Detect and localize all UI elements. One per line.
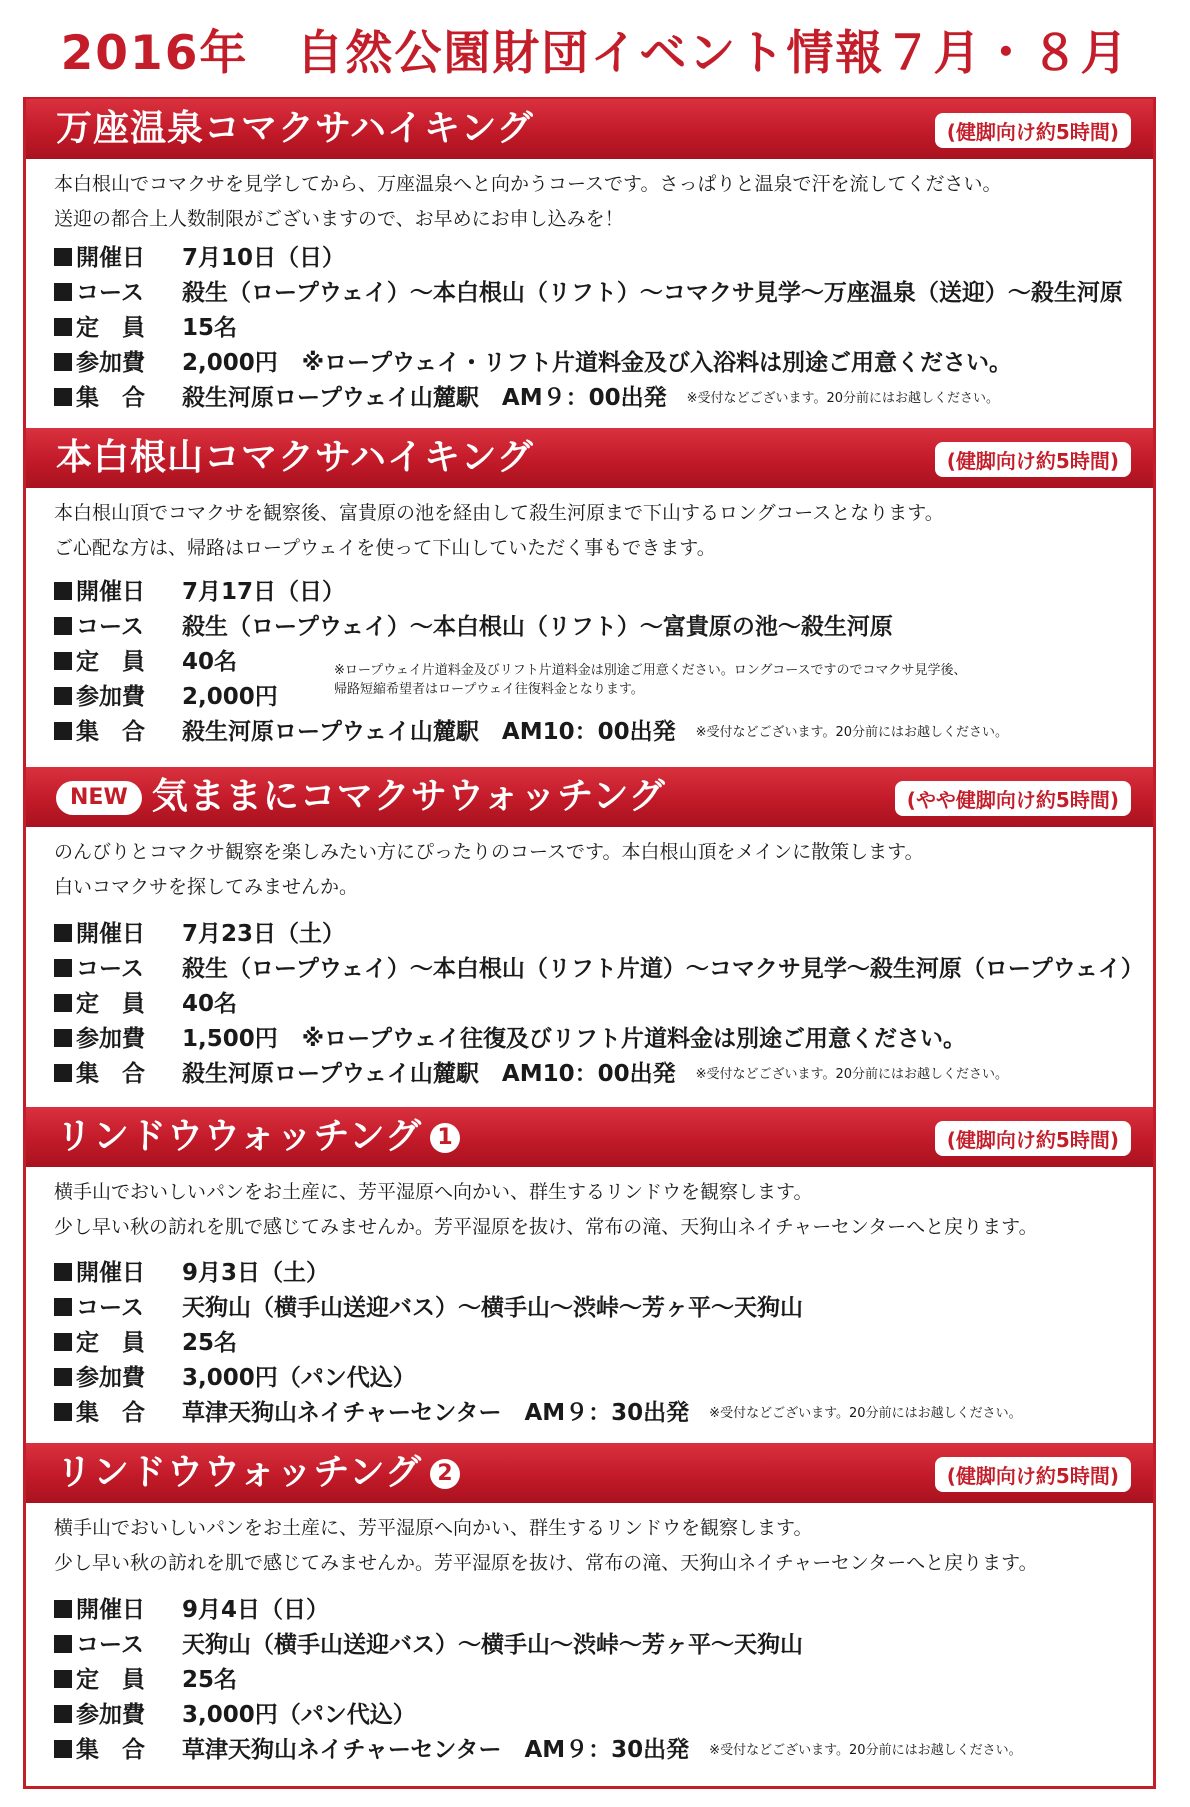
- detail-label: 開催日: [76, 1260, 145, 1286]
- event-title: [56, 1107, 460, 1167]
- detail-value: 9月3日（土）: [182, 1260, 330, 1286]
- detail-row-course: [54, 276, 1144, 311]
- detail-row-fee: [54, 680, 1144, 715]
- detail-label: 集 合: [76, 1737, 145, 1763]
- detail-label: 定 員: [76, 649, 145, 675]
- detail-row-course: [54, 1628, 1144, 1663]
- detail-value: 2,000円: [182, 350, 278, 376]
- detail-label: 定 員: [76, 1667, 145, 1693]
- event-description: [54, 1175, 1134, 1245]
- bullet-square-icon: [54, 248, 72, 266]
- event-header-bar: [26, 1443, 1153, 1503]
- fee-note-line: ※ロープウェイ片道料金及びリフト片道料金は別途ご用意ください。ロングコースですのでコマクサ見学後、: [334, 663, 967, 678]
- event-description: [54, 1511, 1134, 1581]
- event-header-bar: [26, 99, 1153, 159]
- bullet-square-icon: [54, 582, 72, 600]
- event-header-bar: [26, 767, 1153, 827]
- detail-row-fee: [54, 1698, 1144, 1733]
- detail-row-meeting: [54, 1057, 1144, 1092]
- meeting-note: ※受付などございます。20分前にはお越しください。: [695, 725, 1009, 740]
- detail-value: 殺生河原ロープウェイ山麓駅 AM９：00出発: [182, 385, 667, 411]
- difficulty-tag: (健脚向け約5時間): [935, 113, 1131, 148]
- detail-value: 7月10日（日）: [182, 245, 346, 271]
- detail-row-capacity: [54, 1326, 1144, 1361]
- new-badge: NEW: [56, 781, 142, 815]
- event-header-bar: [26, 1107, 1153, 1167]
- description-line: 白いコマクサを探してみませんか。: [54, 876, 359, 898]
- bullet-square-icon: [54, 1600, 72, 1618]
- detail-row-course: [54, 610, 1144, 645]
- event-title: 本白根山コマクサハイキング: [56, 437, 534, 478]
- bullet-square-icon: [54, 388, 72, 406]
- detail-row-capacity: [54, 987, 1144, 1022]
- description-line: 送迎の都合上人数制限がございますので、お早めにお申し込みを！: [54, 208, 624, 230]
- detail-value: 殺生（ロープウェイ）～本白根山（リフト片道）～コマクサ見学～殺生河原（ロープウェイ）: [182, 956, 1144, 982]
- detail-label: 定 員: [76, 991, 145, 1017]
- detail-label: 開催日: [76, 921, 145, 947]
- detail-value: 殺生河原ロープウェイ山麓駅 AM10：00出発: [182, 1061, 676, 1087]
- detail-label: コース: [76, 1295, 144, 1321]
- detail-label: コース: [76, 956, 144, 982]
- detail-value: 殺生河原ロープウェイ山麓駅 AM10：00出発: [182, 719, 676, 745]
- event-title: 万座温泉コマクサハイキング: [56, 108, 534, 149]
- detail-value: 40名: [182, 649, 238, 675]
- detail-value: 15名: [182, 315, 238, 341]
- detail-row-date: [54, 917, 1144, 952]
- bullet-square-icon: [54, 318, 72, 336]
- fee-note-line: 帰路短縮希望者はロープウェイ往復料金となります。: [334, 682, 644, 697]
- event-details: [54, 575, 1144, 750]
- fee-note: ※ロープウェイ・リフト片道料金及び入浴料は別途ご用意ください。: [301, 350, 1013, 376]
- description-line: のんびりとコマクサ観察を楽しみたい方にぴったりのコースです。本白根山頂をメインに散策します。: [54, 841, 924, 863]
- detail-label: 参加費: [76, 350, 145, 376]
- bullet-square-icon: [54, 283, 72, 301]
- detail-row-meeting: [54, 1733, 1144, 1768]
- detail-value: 草津天狗山ネイチャーセンター AM９：30出発: [182, 1400, 690, 1426]
- page-title-year: 2016年: [60, 25, 249, 81]
- meeting-note: ※受付などございます。20分前にはお越しください。: [686, 391, 1000, 406]
- detail-value: 25名: [182, 1330, 238, 1356]
- bullet-square-icon: [54, 1403, 72, 1421]
- meeting-note: ※受付などございます。20分前にはお越しください。: [709, 1743, 1022, 1758]
- detail-row-date: [54, 1593, 1144, 1628]
- difficulty-tag: (健脚向け約5時間): [935, 1121, 1131, 1156]
- bullet-square-icon: [54, 722, 72, 740]
- detail-value: 9月4日（日）: [182, 1597, 330, 1623]
- event-description: [54, 835, 1134, 905]
- detail-value: 草津天狗山ネイチャーセンター AM９：30出発: [182, 1737, 690, 1763]
- detail-value: 7月23日（土）: [182, 921, 346, 947]
- detail-value: 1,500円: [182, 1026, 278, 1052]
- meeting-note: ※受付などございます。20分前にはお越しください。: [695, 1067, 1009, 1082]
- detail-label: コース: [76, 1632, 144, 1658]
- detail-label: 参加費: [76, 1365, 145, 1391]
- description-line: ご心配な方は、帰路はロープウェイを使って下山していただく事もできます。: [54, 537, 716, 559]
- detail-row-meeting: [54, 381, 1144, 416]
- detail-label: コース: [76, 280, 144, 306]
- detail-label: 参加費: [76, 1026, 145, 1052]
- event-title-text: リンドウウォッチング: [56, 1116, 423, 1157]
- description-line: 横手山でおいしいパンをお土産に、芳平湿原へ向かい、群生するリンドウを観察します。: [54, 1181, 813, 1203]
- detail-label: 定 員: [76, 315, 145, 341]
- bullet-square-icon: [54, 687, 72, 705]
- description-line: 少し早い秋の訪れを肌で感じてみませんか。芳平湿原を抜け、常布の滝、天狗山ネイチャーセンターへと戻ります。: [54, 1552, 1038, 1574]
- detail-value: 殺生（ロープウェイ）～本白根山（リフト）～富貴原の池～殺生河原: [182, 614, 893, 640]
- detail-value: 天狗山（横手山送迎バス）～横手山～渋峠～芳ヶ平～天狗山: [182, 1295, 803, 1321]
- description-line: 少し早い秋の訪れを肌で感じてみませんか。芳平湿原を抜け、常布の滝、天狗山ネイチャーセンターへと戻ります。: [54, 1216, 1038, 1238]
- page-title-text: 自然公園財団イベント情報７月・８月: [296, 25, 1130, 81]
- bullet-square-icon: [54, 1333, 72, 1351]
- bullet-square-icon: [54, 994, 72, 1012]
- detail-label: 集 合: [76, 1061, 145, 1087]
- description-line: 本白根山でコマクサを見学してから、万座温泉へと向かうコースです。さっぱりと温泉で汗を流してください。: [54, 173, 1002, 195]
- detail-row-meeting: [54, 1396, 1144, 1431]
- event-description: [54, 496, 1134, 566]
- bullet-square-icon: [54, 652, 72, 670]
- page-title: [0, 4, 1190, 94]
- bullet-square-icon: [54, 924, 72, 942]
- detail-value: 2,000円: [182, 684, 278, 710]
- detail-row-meeting: [54, 715, 1144, 750]
- bullet-square-icon: [54, 1670, 72, 1688]
- event-details: [54, 1256, 1144, 1431]
- detail-label: 参加費: [76, 1702, 145, 1728]
- detail-label: 集 合: [76, 719, 145, 745]
- detail-row-course: [54, 1291, 1144, 1326]
- meeting-note: ※受付などございます。20分前にはお越しください。: [709, 1406, 1022, 1421]
- bullet-square-icon: [54, 1064, 72, 1082]
- detail-value: 殺生（ロープウェイ）～本白根山（リフト）～コマクサ見学～万座温泉（送迎）～殺生河原: [182, 280, 1123, 306]
- detail-row-date: [54, 241, 1144, 276]
- detail-label: 参加費: [76, 684, 145, 710]
- bullet-square-icon: [54, 1368, 72, 1386]
- detail-row-capacity: [54, 1663, 1144, 1698]
- detail-label: 集 合: [76, 385, 145, 411]
- bullet-square-icon: [54, 1298, 72, 1316]
- difficulty-tag: (やや健脚向け約5時間): [895, 781, 1131, 816]
- detail-row-fee: [54, 1022, 1144, 1057]
- bullet-square-icon: [54, 1029, 72, 1047]
- detail-label: 開催日: [76, 1597, 145, 1623]
- number-badge: 2: [430, 1459, 460, 1489]
- detail-value: 40名: [182, 991, 238, 1017]
- bullet-square-icon: [54, 1635, 72, 1653]
- detail-value: 天狗山（横手山送迎バス）～横手山～渋峠～芳ヶ平～天狗山: [182, 1632, 803, 1658]
- detail-label: 開催日: [76, 245, 145, 271]
- detail-row-date: [54, 575, 1144, 610]
- difficulty-tag: (健脚向け約5時間): [935, 1457, 1131, 1492]
- detail-row-course: [54, 952, 1144, 987]
- description-line: 横手山でおいしいパンをお土産に、芳平湿原へ向かい、群生するリンドウを観察します。: [54, 1517, 813, 1539]
- difficulty-tag: (健脚向け約5時間): [935, 442, 1131, 477]
- event-details: [54, 1593, 1144, 1768]
- detail-label: 集 合: [76, 1400, 145, 1426]
- detail-value: 3,000円（パン代込）: [182, 1702, 416, 1728]
- detail-label: 開催日: [76, 579, 145, 605]
- event-header-bar: [26, 428, 1153, 488]
- bullet-square-icon: [54, 959, 72, 977]
- event-details: [54, 241, 1144, 416]
- detail-row-capacity: [54, 311, 1144, 346]
- number-badge: 1: [430, 1123, 460, 1153]
- detail-row-fee: [54, 346, 1144, 381]
- bullet-square-icon: [54, 1740, 72, 1758]
- bullet-square-icon: [54, 1705, 72, 1723]
- bullet-square-icon: [54, 617, 72, 635]
- detail-value: 3,000円（パン代込）: [182, 1365, 416, 1391]
- event-details: [54, 917, 1144, 1092]
- detail-value: 25名: [182, 1667, 238, 1693]
- event-title: [56, 1443, 460, 1503]
- event-title-text: 気ままにコマクサウォッチング: [151, 776, 666, 817]
- detail-row-fee: [54, 1361, 1144, 1396]
- detail-value: 7月17日（日）: [182, 579, 346, 605]
- event-title-text: リンドウウォッチング: [56, 1452, 423, 1493]
- bullet-square-icon: [54, 353, 72, 371]
- bullet-square-icon: [54, 1263, 72, 1281]
- detail-label: 定 員: [76, 1330, 145, 1356]
- event-title: [56, 767, 666, 827]
- description-line: 本白根山頂でコマクサを観察後、富貴原の池を経由して殺生河原まで下山するロングコースとなります。: [54, 502, 944, 524]
- detail-row-date: [54, 1256, 1144, 1291]
- fee-note: ※ロープウェイ往復及びリフト片道料金は別途ご用意ください。: [301, 1026, 967, 1052]
- detail-label: コース: [76, 614, 144, 640]
- event-description: [54, 167, 1134, 237]
